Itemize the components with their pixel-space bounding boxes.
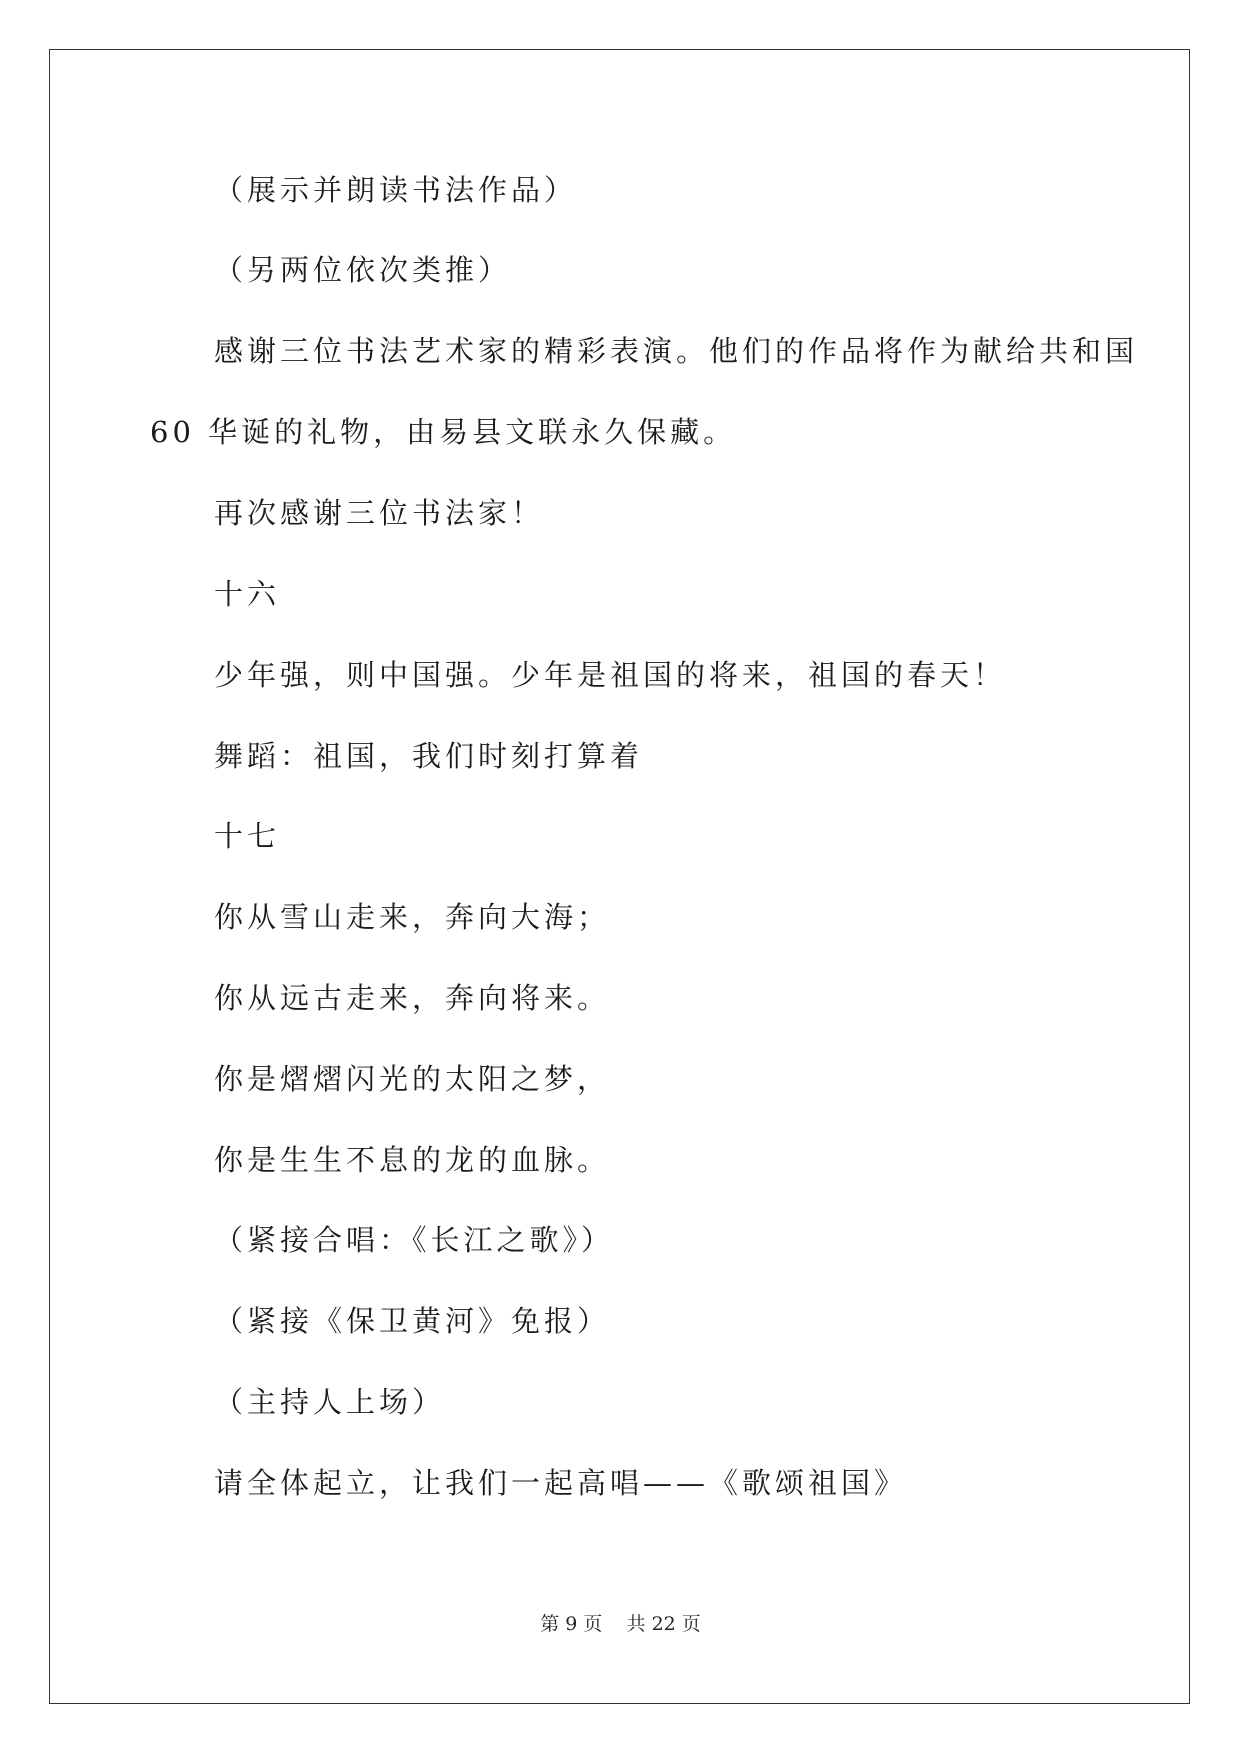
text-line-16: （主持人上场） [214, 1385, 446, 1419]
text-line-5: 再次感谢三位书法家！ [214, 496, 545, 530]
text-line-3: 感谢三位书法艺术家的精彩表演。他们的作品将作为献给共和国 [214, 334, 1139, 368]
poem-line-3: 你是熠熠闪光的太阳之梦， [214, 1062, 611, 1096]
text-line-2: （另两位依次类推） [214, 253, 512, 287]
text-line-4: 60 华诞的礼物，由易县文联永久保藏。 [150, 415, 737, 449]
text-line-8: 舞蹈：祖国，我们时刻打算着 [214, 739, 644, 773]
section-number-16: 十六 [214, 577, 281, 611]
text-line-7: 少年强，则中国强。少年是祖国的将来，祖国的春天！ [214, 658, 1007, 692]
poem-line-4: 你是生生不息的龙的血脉。 [214, 1143, 611, 1177]
text-line-15: （紧接《保卫黄河》免报） [214, 1304, 611, 1338]
text-line-17: 请全体起立，让我们一起高唱——《歌颂祖国》 [214, 1466, 908, 1500]
text-line-1: （展示并朗读书法作品） [214, 173, 578, 207]
poem-line-2: 你从远古走来，奔向将来。 [214, 981, 611, 1015]
section-number-17: 十七 [214, 819, 281, 853]
text-line-14: （紧接合唱：《长江之歌》） [214, 1223, 615, 1257]
page-border [49, 49, 1190, 1704]
page-footer [0, 1612, 1241, 1636]
page-number-label: 第 9 页 共 22 页 [540, 1613, 701, 1635]
poem-line-1: 你从雪山走来，奔向大海； [214, 900, 611, 934]
